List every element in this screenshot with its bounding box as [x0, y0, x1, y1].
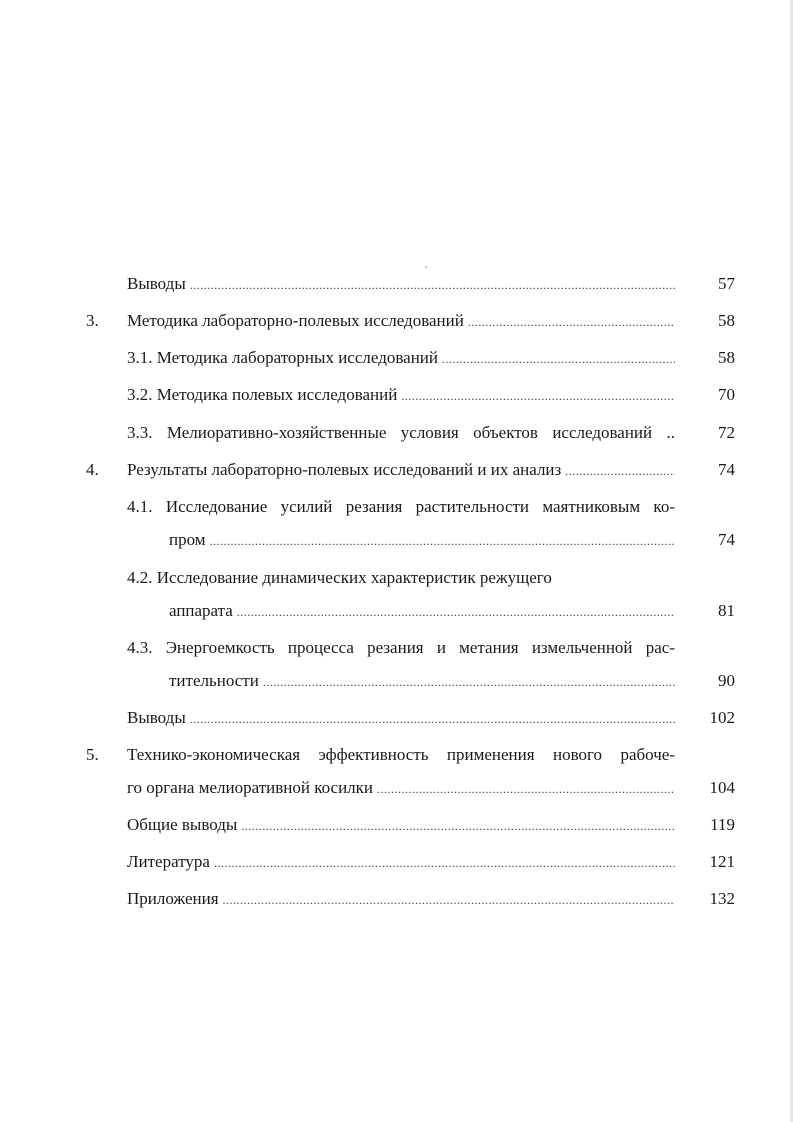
chapter-number: 4. [86, 460, 99, 479]
leader-dots [210, 529, 675, 553]
toc-entry-page: 74 [718, 460, 735, 479]
toc-entry-text: Результаты лабораторно-полевых исследований и их анализ [127, 460, 562, 479]
leader-dots [241, 814, 675, 838]
toc-entry-text: 3.2. Методика полевых исследований [127, 385, 398, 404]
toc-entry-text: тительности [169, 671, 259, 690]
toc-entry-text: Методика лабораторно-полевых исследований [127, 311, 464, 330]
leader-dots [565, 459, 675, 483]
leader-dots [214, 851, 675, 875]
toc-entry-text: 3.1. Методика лабораторных исследований [127, 348, 438, 367]
toc-entry [0, 421, 793, 445]
toc-entry-page: 81 [718, 601, 735, 620]
toc-entry-page: 57 [718, 274, 735, 293]
toc-entry [0, 528, 793, 552]
toc-entry-page: 104 [709, 778, 735, 797]
toc-entry-text: Приложения [127, 889, 219, 908]
toc-entry-text: пром [169, 530, 206, 549]
toc-entry-title [127, 850, 675, 875]
toc-entry-text: Выводы [127, 708, 186, 727]
toc-entry-title-cont [169, 599, 675, 624]
toc-entry-text: Литература [127, 852, 210, 871]
toc-entry-page: 121 [709, 852, 735, 871]
toc-entry [0, 706, 793, 730]
toc-entry-text: Выводы [127, 274, 186, 293]
toc-entry-page: 72 [718, 423, 735, 442]
toc-entry-page: 119 [710, 815, 735, 834]
toc-entry-text: го органа мелиоративной косилки [127, 778, 374, 797]
leader-dots [377, 777, 675, 801]
toc-entry-title [127, 272, 675, 297]
toc-entry [0, 383, 793, 407]
leader-dots [442, 347, 675, 371]
toc-entry-page: 74 [718, 530, 735, 549]
toc-entry [0, 346, 793, 370]
toc-entry-title [127, 706, 675, 731]
toc-entry-title: 3.3. Мелиоративно-хозяйственные условия объектов исследований .. [127, 423, 675, 442]
leader-dots [190, 707, 675, 731]
toc-entry-title: 4.3. Энергоемкость процесса резания и метания измельченной рас- [127, 638, 675, 657]
toc-entry-line [0, 495, 793, 519]
toc-entry-page: 102 [709, 708, 735, 727]
toc-entry [0, 272, 793, 296]
toc-entry-title [127, 813, 675, 838]
toc-entry-page: 70 [718, 385, 735, 404]
chapter-number: 3. [86, 311, 99, 330]
toc-entry [0, 309, 793, 333]
toc-entry-title [127, 383, 675, 408]
leader-dots [190, 273, 675, 297]
toc-entry-title-cont [169, 669, 675, 694]
toc-entry-title [127, 346, 675, 371]
toc-entry-title: 4.1. Исследование усилий резания растительности маятниковым ко- [127, 497, 675, 516]
toc-entry-title-cont [127, 776, 675, 801]
leader-dots [468, 310, 675, 334]
toc-entry-line [0, 636, 793, 660]
toc-entry-line [0, 743, 793, 767]
toc-entry-title [127, 887, 675, 912]
toc-entry [0, 813, 793, 837]
toc-entry-page: 90 [718, 671, 735, 690]
toc-entry-text: аппарата [169, 601, 233, 620]
toc-entry-title-cont [169, 528, 675, 553]
chapter-number: 5. [86, 745, 99, 764]
scan-speck [425, 266, 427, 268]
toc-entry-line [0, 566, 793, 590]
toc-entry [0, 669, 793, 693]
toc-entry-title: Технико-экономическая эффективность применения нового рабоче- [127, 745, 675, 764]
toc-entry-title: 4.2. Исследование динамических характеристик режущего [127, 568, 552, 587]
toc-entry [0, 599, 793, 623]
leader-dots [237, 600, 675, 624]
leader-dots [223, 888, 675, 912]
toc-entry-page: 132 [709, 889, 735, 908]
toc-entry-title [127, 309, 675, 334]
leader-dots [401, 384, 675, 408]
toc-entry-text: Общие выводы [127, 815, 238, 834]
toc-entry-page: 58 [718, 311, 735, 330]
toc-entry [0, 850, 793, 874]
toc-entry [0, 776, 793, 800]
toc-entry-page: 58 [718, 348, 735, 367]
toc-entry [0, 458, 793, 482]
toc-entry-title [127, 458, 675, 483]
toc-entry [0, 887, 793, 911]
leader-dots [263, 670, 675, 694]
